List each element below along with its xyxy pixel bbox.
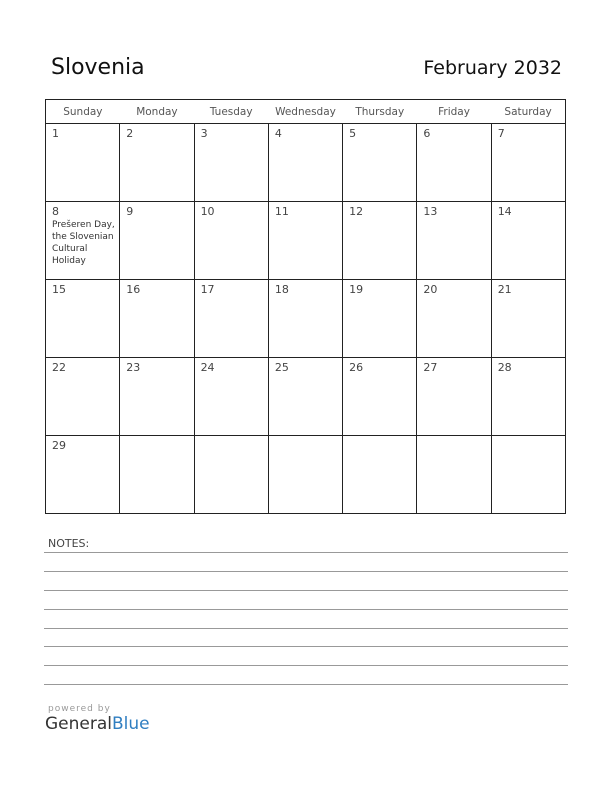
week-row	[46, 280, 566, 358]
brand-logo	[45, 704, 150, 734]
day-number: 19	[349, 283, 364, 296]
day-number: 8	[52, 205, 59, 218]
brand-name-general: General	[45, 714, 112, 734]
country-title: Slovenia	[51, 55, 145, 80]
day-cell	[268, 280, 342, 358]
day-cell	[194, 436, 268, 514]
day-cell	[417, 202, 491, 280]
day-number: 20	[423, 283, 438, 296]
week-row	[46, 358, 566, 436]
day-number: 3	[200, 127, 208, 140]
day-cell	[268, 436, 342, 514]
weekday-header-row	[46, 100, 566, 124]
day-number: 21	[497, 283, 512, 296]
day-number: 2	[126, 127, 134, 140]
weekday-monday: Monday	[120, 100, 194, 124]
month-title: February 2032	[423, 57, 562, 79]
notes-line	[44, 628, 568, 629]
day-cell	[343, 358, 417, 436]
day-number: 24	[200, 361, 215, 374]
holiday-label: Prešeren Day, the Slovenian Cultural Holiday	[52, 220, 115, 266]
day-number: 13	[423, 205, 438, 218]
day-cell	[194, 202, 268, 280]
day-number: 28	[497, 361, 512, 374]
weekday-tuesday: Tuesday	[194, 100, 268, 124]
day-number: 16	[126, 283, 141, 296]
day-number: 10	[200, 205, 215, 218]
day-cell	[46, 358, 120, 436]
notes-line	[44, 665, 568, 666]
powered-by-text: powered by	[48, 704, 111, 714]
day-cell	[343, 124, 417, 202]
notes-label: NOTES:	[48, 537, 90, 550]
day-cell	[120, 358, 194, 436]
brand-name-blue: Blue	[112, 714, 150, 734]
day-number: 14	[497, 205, 512, 218]
day-cell	[46, 124, 120, 202]
brand-name	[45, 714, 150, 734]
day-cell	[194, 280, 268, 358]
day-number: 23	[126, 361, 141, 374]
day-number: 5	[349, 127, 357, 140]
day-cell	[491, 358, 565, 436]
day-number: 27	[423, 361, 438, 374]
day-cell	[417, 280, 491, 358]
day-number: 29	[52, 439, 66, 452]
day-cell	[194, 358, 268, 436]
day-number: 25	[274, 361, 289, 374]
day-cell	[343, 280, 417, 358]
day-cell	[268, 358, 342, 436]
day-number: 1	[52, 127, 59, 140]
day-cell	[194, 124, 268, 202]
day-cell	[120, 436, 194, 514]
weekday-sunday: Sunday	[46, 100, 120, 124]
week-row	[46, 436, 566, 514]
day-cell	[268, 124, 342, 202]
notes-line	[44, 684, 568, 685]
day-number: 11	[274, 205, 289, 218]
weekday-saturday: Saturday	[491, 100, 565, 124]
day-cell	[120, 280, 194, 358]
day-cell	[417, 124, 491, 202]
day-cell	[417, 436, 491, 514]
day-number: 18	[274, 283, 289, 296]
weekday-friday: Friday	[417, 100, 491, 124]
day-number: 7	[497, 127, 505, 140]
notes-line	[44, 552, 568, 553]
day-number: 6	[423, 127, 431, 140]
week-row	[46, 124, 566, 202]
day-cell	[268, 202, 342, 280]
day-cell	[343, 436, 417, 514]
day-cell	[343, 202, 417, 280]
notes-line	[44, 590, 568, 591]
day-number: 9	[126, 205, 134, 218]
day-cell	[120, 124, 194, 202]
day-cell	[120, 202, 194, 280]
day-number: 26	[349, 361, 364, 374]
day-number: 4	[274, 127, 282, 140]
day-cell	[417, 358, 491, 436]
notes-line	[44, 609, 568, 610]
day-cell	[491, 202, 565, 280]
day-cell	[491, 124, 565, 202]
day-cell	[46, 202, 120, 280]
day-number: 17	[200, 283, 215, 296]
notes-line	[44, 571, 568, 572]
day-cell	[46, 280, 120, 358]
calendar-grid	[45, 99, 566, 514]
notes-line	[44, 646, 568, 647]
day-number: 22	[52, 361, 66, 374]
day-number: 15	[52, 283, 66, 296]
day-cell	[491, 280, 565, 358]
weekday-wednesday: Wednesday	[268, 100, 342, 124]
day-number: 12	[349, 205, 364, 218]
day-cell	[491, 436, 565, 514]
day-cell	[46, 436, 120, 514]
weekday-thursday: Thursday	[343, 100, 417, 124]
week-row	[46, 202, 566, 280]
